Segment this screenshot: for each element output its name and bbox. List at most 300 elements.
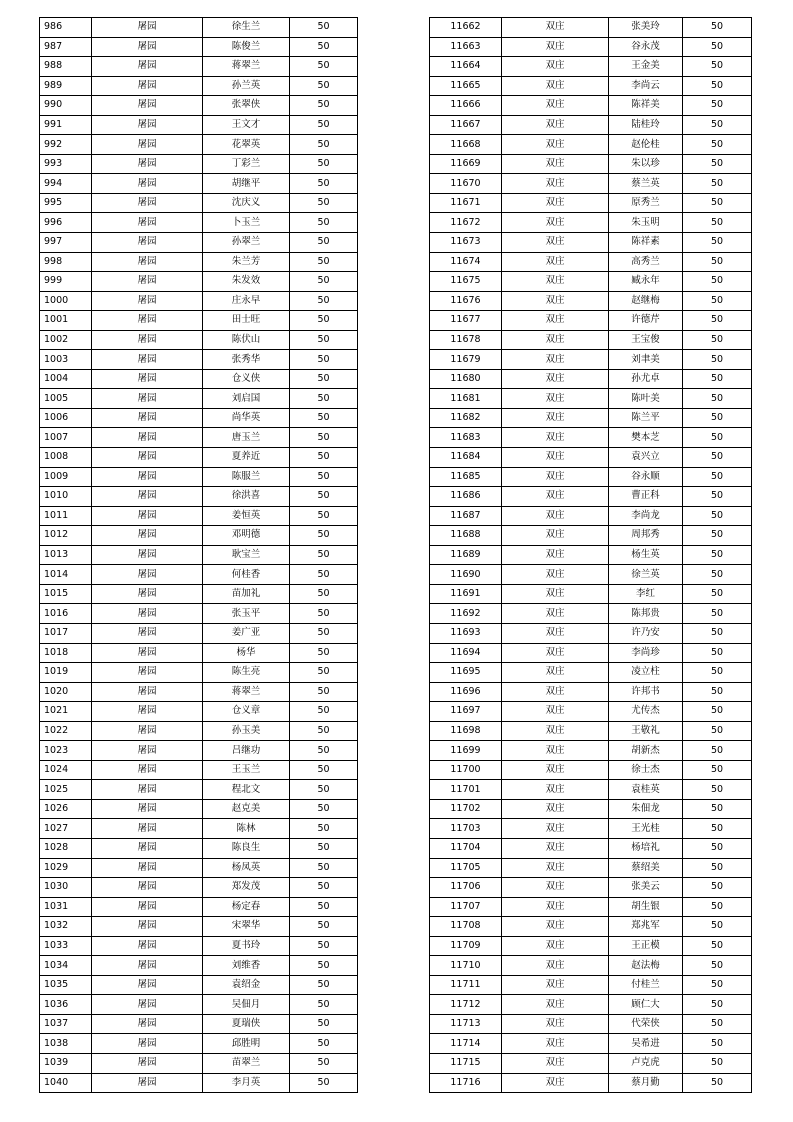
- table-row: [40, 545, 358, 565]
- cell-village: 屠园: [92, 858, 203, 878]
- table-row: [430, 233, 752, 253]
- cell-id: 11711: [430, 975, 502, 995]
- cell-amount: 50: [290, 330, 358, 350]
- cell-name: 李尚珍: [609, 643, 683, 663]
- cell-village: 双庄: [502, 663, 609, 683]
- cell-id: 1026: [40, 799, 92, 819]
- cell-village: 双庄: [502, 18, 609, 38]
- cell-name: 陈伏山: [203, 330, 290, 350]
- table-row: [40, 1073, 358, 1093]
- cell-village: 屠园: [92, 291, 203, 311]
- cell-name: 王敬礼: [609, 721, 683, 741]
- cell-id: 11668: [430, 135, 502, 155]
- table-row: [40, 1053, 358, 1073]
- table-row: [40, 721, 358, 741]
- cell-name: 张翠侠: [203, 96, 290, 116]
- table-row: [430, 291, 752, 311]
- cell-amount: 50: [683, 330, 752, 350]
- cell-name: 胡生银: [609, 897, 683, 917]
- cell-amount: 50: [683, 57, 752, 77]
- cell-village: 屠园: [92, 878, 203, 898]
- cell-id: 11677: [430, 311, 502, 331]
- cell-name: 邱胜明: [203, 1034, 290, 1054]
- cell-id: 11676: [430, 291, 502, 311]
- cell-name: 张玉平: [203, 604, 290, 624]
- table-row: [430, 975, 752, 995]
- cell-id: 11700: [430, 760, 502, 780]
- cell-village: 双庄: [502, 369, 609, 389]
- cell-id: 11691: [430, 584, 502, 604]
- table-row: [430, 702, 752, 722]
- table-row: [430, 858, 752, 878]
- cell-name: 尚华英: [203, 408, 290, 428]
- cell-village: 双庄: [502, 448, 609, 468]
- cell-amount: 50: [290, 233, 358, 253]
- cell-id: 1024: [40, 760, 92, 780]
- cell-village: 双庄: [502, 96, 609, 116]
- cell-village: 双庄: [502, 565, 609, 585]
- cell-id: 1029: [40, 858, 92, 878]
- cell-village: 屠园: [92, 76, 203, 96]
- cell-name: 仓义章: [203, 702, 290, 722]
- table-row: [430, 878, 752, 898]
- cell-amount: 50: [290, 526, 358, 546]
- cell-name: 袁桂英: [609, 780, 683, 800]
- cell-amount: 50: [290, 193, 358, 213]
- cell-amount: 50: [290, 389, 358, 409]
- table-row: [430, 350, 752, 370]
- table-row: [40, 956, 358, 976]
- cell-amount: 50: [683, 233, 752, 253]
- cell-id: 11703: [430, 819, 502, 839]
- cell-name: 庄永早: [203, 291, 290, 311]
- table-row: [40, 213, 358, 233]
- cell-village: 双庄: [502, 995, 609, 1015]
- cell-name: 凌立柱: [609, 663, 683, 683]
- cell-amount: 50: [290, 682, 358, 702]
- cell-village: 屠园: [92, 213, 203, 233]
- cell-name: 陈祥美: [609, 96, 683, 116]
- cell-id: 999: [40, 272, 92, 292]
- table-row: [430, 780, 752, 800]
- table-row: [430, 115, 752, 135]
- cell-id: 987: [40, 37, 92, 57]
- table-row: [430, 389, 752, 409]
- cell-amount: 50: [290, 545, 358, 565]
- cell-village: 双庄: [502, 330, 609, 350]
- cell-name: 陈叶美: [609, 389, 683, 409]
- cell-amount: 50: [290, 956, 358, 976]
- cell-name: 刘聿美: [609, 350, 683, 370]
- cell-village: 双庄: [502, 604, 609, 624]
- cell-village: 屠园: [92, 37, 203, 57]
- cell-id: 1038: [40, 1034, 92, 1054]
- cell-village: 屠园: [92, 115, 203, 135]
- cell-name: 吴希进: [609, 1034, 683, 1054]
- cell-name: 杨生英: [609, 545, 683, 565]
- cell-name: 刘启国: [203, 389, 290, 409]
- table-row: [40, 233, 358, 253]
- cell-village: 屠园: [92, 18, 203, 38]
- cell-village: 双庄: [502, 643, 609, 663]
- cell-amount: 50: [683, 213, 752, 233]
- table-row: [40, 252, 358, 272]
- table-row: [430, 760, 752, 780]
- cell-id: 11662: [430, 18, 502, 38]
- cell-amount: 50: [683, 702, 752, 722]
- table-row: [430, 995, 752, 1015]
- table-row: [430, 643, 752, 663]
- cell-village: 屠园: [92, 389, 203, 409]
- table-row: [40, 702, 358, 722]
- cell-name: 许德芹: [609, 311, 683, 331]
- cell-amount: 50: [290, 506, 358, 526]
- cell-id: 1004: [40, 369, 92, 389]
- cell-village: 屠园: [92, 780, 203, 800]
- cell-village: 屠园: [92, 838, 203, 858]
- table-row: [430, 1073, 752, 1093]
- table-row: [430, 154, 752, 174]
- table-row: [40, 135, 358, 155]
- cell-amount: 50: [683, 663, 752, 683]
- cell-amount: 50: [683, 252, 752, 272]
- cell-village: 屠园: [92, 1014, 203, 1034]
- table-row: [430, 252, 752, 272]
- cell-village: 双庄: [502, 917, 609, 937]
- table-row: [430, 96, 752, 116]
- table-row: [430, 506, 752, 526]
- cell-village: 屠园: [92, 663, 203, 683]
- table-row: [40, 819, 358, 839]
- cell-village: 屠园: [92, 428, 203, 448]
- cell-village: 双庄: [502, 213, 609, 233]
- cell-id: 986: [40, 18, 92, 38]
- cell-name: 杨华: [203, 643, 290, 663]
- cell-name: 姜恒英: [203, 506, 290, 526]
- cell-amount: 50: [290, 487, 358, 507]
- cell-id: 991: [40, 115, 92, 135]
- table-row: [430, 545, 752, 565]
- cell-village: 双庄: [502, 467, 609, 487]
- table-row: [40, 18, 358, 38]
- cell-name: 樊本芝: [609, 428, 683, 448]
- cell-village: 双庄: [502, 780, 609, 800]
- cell-name: 许乃安: [609, 623, 683, 643]
- cell-id: 11708: [430, 917, 502, 937]
- cell-id: 11674: [430, 252, 502, 272]
- cell-amount: 50: [290, 721, 358, 741]
- cell-name: 杨培礼: [609, 838, 683, 858]
- table-row: [40, 663, 358, 683]
- cell-name: 王正模: [609, 936, 683, 956]
- cell-amount: 50: [683, 1073, 752, 1093]
- cell-village: 屠园: [92, 233, 203, 253]
- cell-name: 蒋翠兰: [203, 57, 290, 77]
- cell-id: 1040: [40, 1073, 92, 1093]
- cell-amount: 50: [683, 135, 752, 155]
- cell-name: 王玉兰: [203, 760, 290, 780]
- cell-id: 11709: [430, 936, 502, 956]
- cell-id: 11699: [430, 741, 502, 761]
- table-row: [430, 721, 752, 741]
- cell-name: 蔡月勤: [609, 1073, 683, 1093]
- cell-amount: 50: [683, 526, 752, 546]
- cell-amount: 50: [683, 76, 752, 96]
- table-row: [430, 76, 752, 96]
- roster-table-left: [39, 17, 358, 1093]
- cell-village: 屠园: [92, 526, 203, 546]
- table-row: [40, 995, 358, 1015]
- cell-village: 双庄: [502, 878, 609, 898]
- cell-village: 双庄: [502, 154, 609, 174]
- cell-name: 周邦秀: [609, 526, 683, 546]
- cell-village: 屠园: [92, 252, 203, 272]
- cell-village: 屠园: [92, 154, 203, 174]
- cell-village: 屠园: [92, 193, 203, 213]
- roster-table-left-body: [40, 18, 358, 1093]
- roster-table-right-body: [430, 18, 752, 1093]
- cell-village: 双庄: [502, 623, 609, 643]
- cell-amount: 50: [683, 623, 752, 643]
- cell-id: 1025: [40, 780, 92, 800]
- cell-amount: 50: [290, 135, 358, 155]
- cell-amount: 50: [290, 702, 358, 722]
- table-row: [40, 604, 358, 624]
- cell-village: 屠园: [92, 487, 203, 507]
- cell-name: 付桂兰: [609, 975, 683, 995]
- cell-amount: 50: [683, 174, 752, 194]
- cell-village: 屠园: [92, 760, 203, 780]
- cell-id: 1015: [40, 584, 92, 604]
- cell-name: 孙尤卓: [609, 369, 683, 389]
- cell-id: 1035: [40, 975, 92, 995]
- cell-id: 11685: [430, 467, 502, 487]
- cell-id: 988: [40, 57, 92, 77]
- cell-name: 朱兰芳: [203, 252, 290, 272]
- cell-amount: 50: [290, 760, 358, 780]
- table-row: [40, 917, 358, 937]
- cell-amount: 50: [290, 643, 358, 663]
- table-row: [430, 956, 752, 976]
- cell-amount: 50: [290, 1014, 358, 1034]
- cell-village: 双庄: [502, 838, 609, 858]
- table-row: [430, 819, 752, 839]
- cell-amount: 50: [683, 506, 752, 526]
- cell-amount: 50: [683, 838, 752, 858]
- cell-id: 11670: [430, 174, 502, 194]
- cell-amount: 50: [683, 115, 752, 135]
- cell-amount: 50: [290, 115, 358, 135]
- cell-village: 双庄: [502, 389, 609, 409]
- table-row: [430, 467, 752, 487]
- table-row: [430, 604, 752, 624]
- cell-name: 胡继平: [203, 174, 290, 194]
- table-row: [40, 643, 358, 663]
- cell-id: 1012: [40, 526, 92, 546]
- table-row: [430, 37, 752, 57]
- cell-id: 11688: [430, 526, 502, 546]
- cell-name: 陈兰平: [609, 408, 683, 428]
- cell-village: 屠园: [92, 584, 203, 604]
- table-row: [430, 428, 752, 448]
- cell-name: 李红: [609, 584, 683, 604]
- cell-village: 双庄: [502, 57, 609, 77]
- cell-id: 989: [40, 76, 92, 96]
- cell-name: 夏瑞侠: [203, 1014, 290, 1034]
- cell-name: 苗加礼: [203, 584, 290, 604]
- cell-name: 许邦书: [609, 682, 683, 702]
- cell-amount: 50: [290, 57, 358, 77]
- cell-amount: 50: [290, 565, 358, 585]
- cell-id: 996: [40, 213, 92, 233]
- table-row: [40, 897, 358, 917]
- cell-amount: 50: [290, 819, 358, 839]
- cell-name: 尤传杰: [609, 702, 683, 722]
- table-row: [40, 584, 358, 604]
- cell-name: 夏书玲: [203, 936, 290, 956]
- cell-amount: 50: [290, 623, 358, 643]
- cell-village: 屠园: [92, 1034, 203, 1054]
- cell-id: 11701: [430, 780, 502, 800]
- cell-name: 徐洪喜: [203, 487, 290, 507]
- cell-amount: 50: [290, 741, 358, 761]
- cell-id: 11689: [430, 545, 502, 565]
- cell-village: 双庄: [502, 819, 609, 839]
- cell-amount: 50: [683, 858, 752, 878]
- cell-village: 双庄: [502, 408, 609, 428]
- cell-id: 11714: [430, 1034, 502, 1054]
- cell-village: 双庄: [502, 721, 609, 741]
- cell-id: 11690: [430, 565, 502, 585]
- cell-amount: 50: [290, 604, 358, 624]
- cell-name: 代荣侠: [609, 1014, 683, 1034]
- cell-amount: 50: [683, 408, 752, 428]
- cell-village: 双庄: [502, 1073, 609, 1093]
- cell-village: 双庄: [502, 956, 609, 976]
- table-row: [430, 584, 752, 604]
- cell-id: 992: [40, 135, 92, 155]
- table-row: [430, 1014, 752, 1034]
- cell-village: 双庄: [502, 799, 609, 819]
- cell-village: 屠园: [92, 545, 203, 565]
- table-row: [430, 57, 752, 77]
- table-row: [430, 1053, 752, 1073]
- cell-name: 宋翠华: [203, 917, 290, 937]
- cell-name: 朱发效: [203, 272, 290, 292]
- cell-name: 徐兰英: [609, 565, 683, 585]
- table-row: [430, 174, 752, 194]
- cell-village: 屠园: [92, 682, 203, 702]
- cell-id: 1030: [40, 878, 92, 898]
- cell-amount: 50: [290, 408, 358, 428]
- cell-village: 双庄: [502, 897, 609, 917]
- cell-village: 双庄: [502, 526, 609, 546]
- cell-amount: 50: [683, 448, 752, 468]
- cell-amount: 50: [683, 487, 752, 507]
- cell-village: 屠园: [92, 1053, 203, 1073]
- table-row: [40, 96, 358, 116]
- cell-id: 993: [40, 154, 92, 174]
- cell-village: 屠园: [92, 623, 203, 643]
- cell-village: 双庄: [502, 741, 609, 761]
- cell-id: 1008: [40, 448, 92, 468]
- cell-name: 邓明德: [203, 526, 290, 546]
- cell-village: 双庄: [502, 682, 609, 702]
- cell-id: 11696: [430, 682, 502, 702]
- table-row: [40, 154, 358, 174]
- cell-id: 1020: [40, 682, 92, 702]
- cell-village: 双庄: [502, 193, 609, 213]
- table-row: [430, 311, 752, 331]
- cell-village: 屠园: [92, 897, 203, 917]
- cell-amount: 50: [683, 604, 752, 624]
- cell-village: 双庄: [502, 350, 609, 370]
- cell-amount: 50: [683, 193, 752, 213]
- cell-name: 吕继功: [203, 741, 290, 761]
- cell-name: 王金美: [609, 57, 683, 77]
- cell-name: 李尚云: [609, 76, 683, 96]
- cell-village: 屠园: [92, 135, 203, 155]
- table-row: [40, 467, 358, 487]
- cell-amount: 50: [290, 428, 358, 448]
- table-row: [40, 623, 358, 643]
- cell-village: 双庄: [502, 936, 609, 956]
- cell-id: 1014: [40, 565, 92, 585]
- cell-name: 朱佃龙: [609, 799, 683, 819]
- table-row: [40, 37, 358, 57]
- cell-id: 1022: [40, 721, 92, 741]
- cell-name: 孙兰英: [203, 76, 290, 96]
- cell-id: 11706: [430, 878, 502, 898]
- cell-amount: 50: [683, 272, 752, 292]
- cell-amount: 50: [290, 154, 358, 174]
- cell-id: 1009: [40, 467, 92, 487]
- cell-id: 1036: [40, 995, 92, 1015]
- table-row: [40, 369, 358, 389]
- cell-village: 屠园: [92, 936, 203, 956]
- cell-id: 11681: [430, 389, 502, 409]
- cell-name: 赵法梅: [609, 956, 683, 976]
- cell-amount: 50: [290, 936, 358, 956]
- table-row: [40, 350, 358, 370]
- table-row: [40, 975, 358, 995]
- cell-id: 1021: [40, 702, 92, 722]
- cell-village: 屠园: [92, 799, 203, 819]
- cell-village: 双庄: [502, 272, 609, 292]
- cell-name: 王文才: [203, 115, 290, 135]
- cell-amount: 50: [290, 291, 358, 311]
- cell-id: 1019: [40, 663, 92, 683]
- cell-village: 屠园: [92, 604, 203, 624]
- cell-village: 双庄: [502, 311, 609, 331]
- cell-name: 陈良生: [203, 838, 290, 858]
- cell-amount: 50: [683, 154, 752, 174]
- table-row: [40, 741, 358, 761]
- cell-amount: 50: [683, 37, 752, 57]
- table-row: [430, 448, 752, 468]
- table-row: [40, 487, 358, 507]
- cell-name: 谷永顺: [609, 467, 683, 487]
- table-row: [430, 799, 752, 819]
- cell-id: 1033: [40, 936, 92, 956]
- cell-id: 1018: [40, 643, 92, 663]
- cell-id: 11675: [430, 272, 502, 292]
- table-row: [430, 272, 752, 292]
- cell-name: 蒋翠兰: [203, 682, 290, 702]
- table-row: [40, 799, 358, 819]
- cell-name: 陈服兰: [203, 467, 290, 487]
- cell-id: 11694: [430, 643, 502, 663]
